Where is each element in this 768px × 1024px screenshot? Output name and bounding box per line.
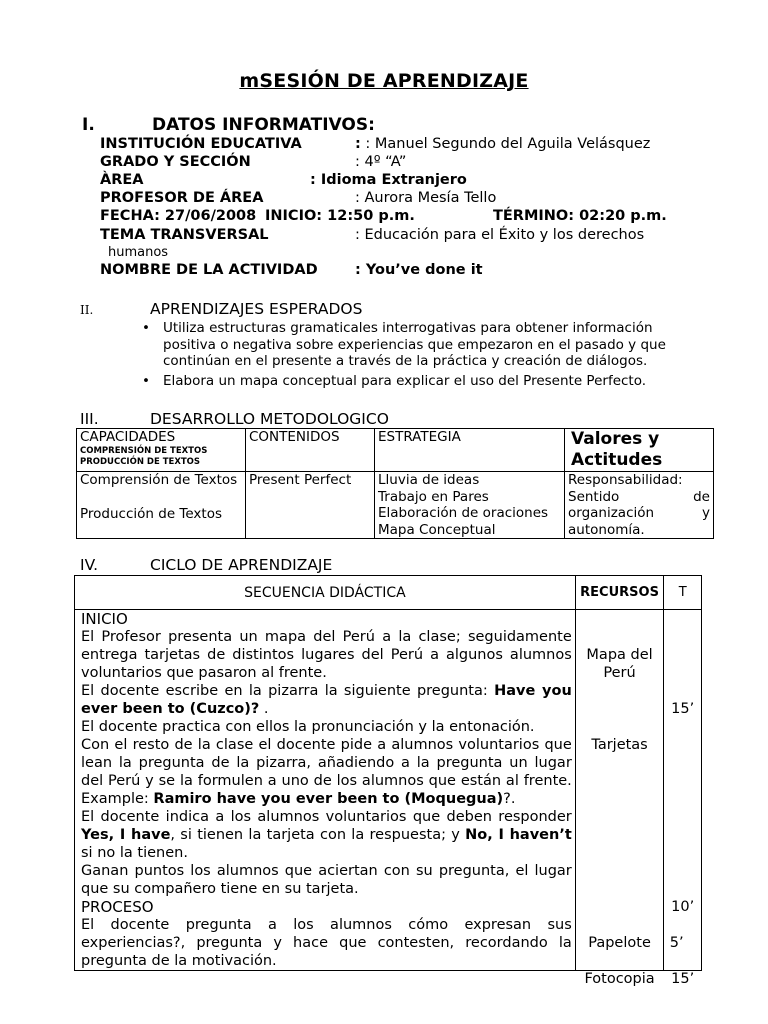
table-row (75, 610, 702, 971)
bullet-icon: • (142, 372, 150, 389)
bold-answer-yes: Yes, I have (81, 827, 171, 843)
actividad-value: : You’ve done it (355, 262, 483, 278)
tiempo-3: 5’ (669, 935, 684, 951)
paragraph: El docente practica con ellos la pronunciación y la entonación. (81, 719, 535, 735)
recurso-papelote: Papelote (588, 935, 651, 951)
bold-answer-no: No, I haven’t (465, 827, 572, 843)
section-3-heading (80, 410, 389, 428)
actividad-label: NOMBRE DE LA ACTIVIDAD (100, 262, 318, 278)
text-span: ?. (503, 791, 516, 807)
text-span: El docente escribe en la pizarra la siguiente pregunta: (81, 683, 495, 699)
capacidad-2: Producción de Textos (80, 505, 223, 522)
learning-cycle-table (74, 575, 702, 987)
section-2-title: APRENDIZAJES ESPERADOS (150, 300, 363, 318)
capacidades-sub-1: COMPRENSIÓN DE TEXTOS (80, 445, 208, 456)
valores-header (565, 429, 714, 472)
text-span: si no la tienen. (81, 845, 188, 861)
section-1-title: DATOS INFORMATIVOS: (152, 115, 375, 135)
inicio-text: INICIO: 12:50 p.m. (265, 208, 415, 224)
list-item-text: Elabora un mapa conceptual para explicar el uso del Presente Perfecto. (163, 372, 647, 389)
list-item (140, 373, 700, 390)
valor-2: Sentido de organización y autonomía. (568, 488, 710, 538)
capacidades-cell (77, 472, 246, 539)
fecha-text: FECHA: 27/06/2008 (100, 208, 257, 224)
paragraph: El docente pregunta a los alumnos cómo expresan sus experiencias?, pregunta y hace que contesten, recordando la pregunta de la motivación. (81, 917, 572, 969)
inicio-label: INICIO (81, 610, 128, 628)
valores-header-text: Valores y Actitudes (571, 429, 663, 470)
section-2-heading (80, 300, 362, 318)
bold-question: Have you ever been to (Cuzco)? (81, 683, 572, 717)
methodology-table (76, 428, 714, 539)
bullet-icon: • (142, 320, 150, 336)
paragraph: Ganan puntos los alumnos que aciertan con su pregunta, el lugar que su compañero tiene en su tarjeta. (81, 863, 572, 897)
section-2-number: II. (80, 303, 94, 317)
institucion-text: : Manuel Segundo del Aguila Velásquez (365, 136, 651, 152)
list-item-text: Utiliza estructuras gramaticales interrogativas para obtener información positiva o negativa sobre experiencias que empezaron en el pasado y que continúan en el presente a través de la práctica y creación de diálogos. (163, 320, 666, 369)
section-3-number: III. (80, 410, 99, 428)
paragraph (81, 682, 572, 718)
recurso-fotocopia: Fotocopia (584, 971, 655, 987)
contenidos-header: CONTENIDOS (246, 429, 375, 472)
section-1-heading (82, 115, 375, 135)
text-span: Con el resto de la clase el docente pide a alumnos voluntarios que lean la pregunta de la pizarra, añadiendo a la pregunta un lugar del Perú y se la formulen a uno de los alumnos que están al frente. Example: (81, 737, 572, 807)
proceso-label: PROCESO (81, 898, 154, 916)
area-value: : Idioma Extranjero (310, 172, 467, 188)
secuencia-cell (75, 610, 576, 971)
capacidades-sub-2: PRODUCCIÓN DE TEXTOS (80, 456, 201, 467)
page-title: mSESIÓN DE APRENDIZAJE (239, 70, 529, 92)
valores-cell (565, 472, 714, 539)
secuencia-header: SECUENCIA DIDÁCTICA (75, 576, 576, 610)
estrategia-3: Elaboración de oraciones (378, 505, 549, 521)
contenido-cell: Present Perfect (246, 472, 375, 539)
paragraph: El Profesor presenta un mapa del Perú a la clase; seguidamente entrega tarjetas de distintos lugares del Perú a algunos alumnos voluntarios que pasaron al frente. (81, 629, 572, 681)
recursos-header: RECURSOS (575, 576, 664, 610)
paragraph (81, 736, 572, 808)
text-span: . (259, 701, 269, 717)
termino-text: TÉRMINO: 02:20 p.m. (493, 208, 667, 224)
estrategia-4: Mapa Conceptual (378, 521, 496, 538)
estrategia-1: Lluvia de ideas (378, 472, 480, 488)
table-row (77, 472, 714, 539)
section-4-heading (80, 556, 332, 574)
recurso-mapa: Mapa del Perú (586, 647, 653, 681)
section-4-title: CICLO DE APRENDIZAJE (150, 556, 333, 574)
profesor-value: : Aurora Mesía Tello (355, 190, 497, 206)
grado-value: : 4º “A” (355, 154, 407, 170)
capacidades-header (77, 429, 246, 472)
expected-learnings-list (140, 320, 700, 392)
recurso-tarjetas: Tarjetas (591, 737, 648, 753)
area-label: ÀREA (100, 172, 144, 188)
table-header-row (77, 429, 714, 472)
t-header: T (664, 576, 702, 610)
text-span: El docente indica a los alumnos voluntarios que deben responder (81, 809, 572, 825)
institucion-label: INSTITUCIÓN EDUCATIVA (100, 136, 302, 152)
estrategia-header: ESTRATEGIA (375, 429, 565, 472)
estrategia-cell (375, 472, 565, 539)
valor-1: Responsabilidad: (568, 472, 683, 488)
capacidad-1: Comprensión de Textos (80, 472, 238, 488)
section-4-number: IV. (80, 556, 99, 574)
paragraph (81, 808, 572, 862)
section-3-title: DESARROLLO METODOLOGICO (150, 410, 389, 428)
tiempo-1: 15’ (671, 701, 695, 717)
profesor-label: PROFESOR DE ÁREA (100, 190, 264, 206)
grado-label: GRADO Y SECCIÓN (100, 154, 251, 170)
capacidades-header-text: CAPACIDADES (80, 429, 176, 445)
tema-value: : Educación para el Éxito y los derechos (355, 227, 645, 243)
bold-example: Ramiro have you ever been to (Moquegua) (153, 791, 504, 807)
recursos-cell (575, 610, 664, 987)
tiempo-2: 10’ (671, 899, 695, 915)
tiempo-cell (664, 610, 702, 987)
list-item (140, 320, 700, 370)
text-span: , si tienen la tarjeta con la respuesta; y (170, 827, 466, 843)
estrategia-2: Trabajo en Pares (378, 488, 489, 505)
table-header-row (75, 576, 702, 610)
tema-value-continued: humanos (108, 245, 169, 260)
tema-label: TEMA TRANSVERSAL (100, 227, 269, 243)
institucion-value: : : Manuel Segundo del Aguila Velásquez (355, 136, 651, 152)
section-1-number: I. (82, 115, 95, 135)
tiempo-4: 15’ (671, 971, 695, 987)
